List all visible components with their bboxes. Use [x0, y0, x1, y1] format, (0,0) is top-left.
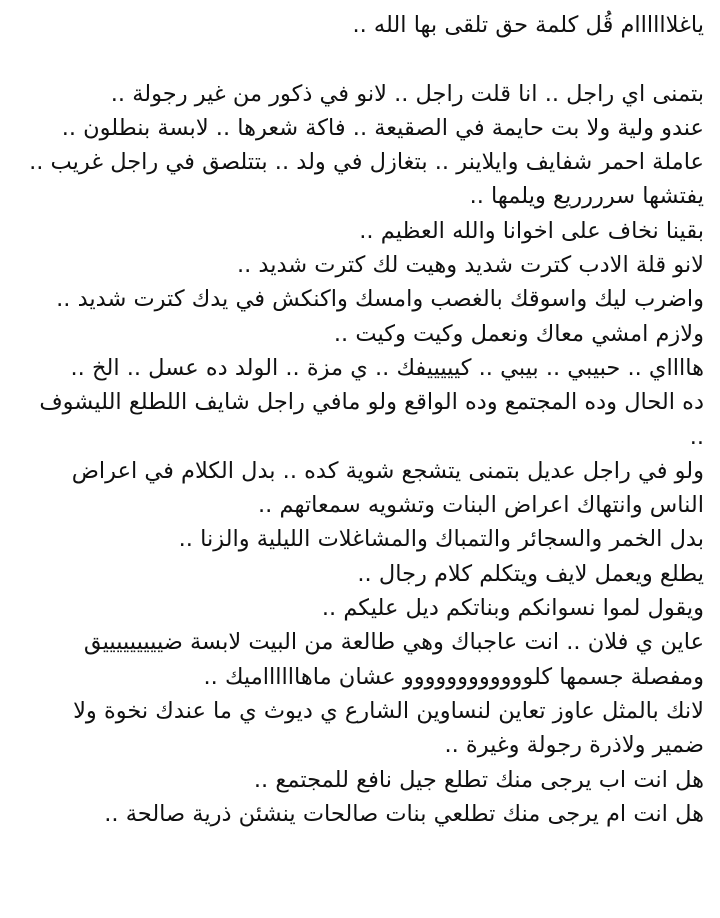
post-line: ويقول لموا نسوانكم وبناتكم ديل عليكم ..	[321, 595, 704, 622]
post-line: يفتشها سرررريع ويلمها ..	[469, 183, 704, 210]
post-line: عاملة احمر شفايف وايلاينر .. بتغازل في ولد .. بتتلصق في راجل غريب ..	[29, 149, 704, 176]
post-line: بقينا نخاف على اخوانا والله العظيم ..	[359, 217, 704, 244]
post-line: ولو في راجل عديل بتمنى يتشجع شوية كده .. بدل الكلام في اعراض الناس وانتهاك اعراض البنات وتشويه سمعاتهم ..	[71, 457, 704, 519]
post-line: ده الحال وده المجتمع وده الواقع ولو مافي راجل شايف اللطلع الليشوف ..	[39, 389, 704, 450]
post-body	[18, 8, 704, 831]
post-line: لانو قلة الادب كترت شديد وهيت لك كترت شديد ..	[236, 252, 704, 279]
post-line: بتمنى اي راجل .. انا قلت راجل .. لانو في ذكور من غير رجولة ..	[110, 80, 704, 107]
post-line: لانك بالمثل عاوز تعاين لنساوين الشارع ي ديوث ي ما عندك نخوة ولا ضمير ولاذرة رجولة وغيرة ..	[73, 697, 704, 759]
post-line: هل انت ام يرجى منك تطلعي بنات صالحات ينشئن ذرية صالحة ..	[104, 800, 704, 827]
post-line: هل انت اب يرجى منك تطلع جيل نافع للمجتمع ..	[253, 766, 704, 793]
post-line: بدل الخمر والسجائر والتمباك والمشاغلات الليلية والزنا ..	[178, 526, 704, 553]
post-line: عاين ي فلان .. انت عاجباك وهي طالعة من البيت لابسة ضيييييييييق ومفصلة جسمها كلوووووووووووو عشان ماهااااااميك ..	[83, 629, 704, 690]
post-line: واضرب ليك واسوقك بالغصب وامسك واكنكش في يدك كترت شديد ..	[56, 286, 704, 313]
post-opening-line: ياغلاااااام قُل كلمة حق تلقى بها الله ..	[352, 12, 704, 38]
post-line: يطلع ويعمل لايف ويتكلم كلام رجال ..	[357, 560, 704, 587]
paragraph-spacer	[18, 42, 704, 76]
post-line: عندو ولية ولا بت حايمة في الصقيعة .. فاكة شعرها .. لابسة بنطلون ..	[61, 114, 704, 141]
post-line: ولازم امشي معاك ونعمل وكيت وكيت ..	[333, 320, 704, 347]
post-line: هااااي .. حبيبي .. بيبي .. كيييييفك .. ي مزة .. الولد ده عسل .. الخ ..	[70, 354, 704, 381]
